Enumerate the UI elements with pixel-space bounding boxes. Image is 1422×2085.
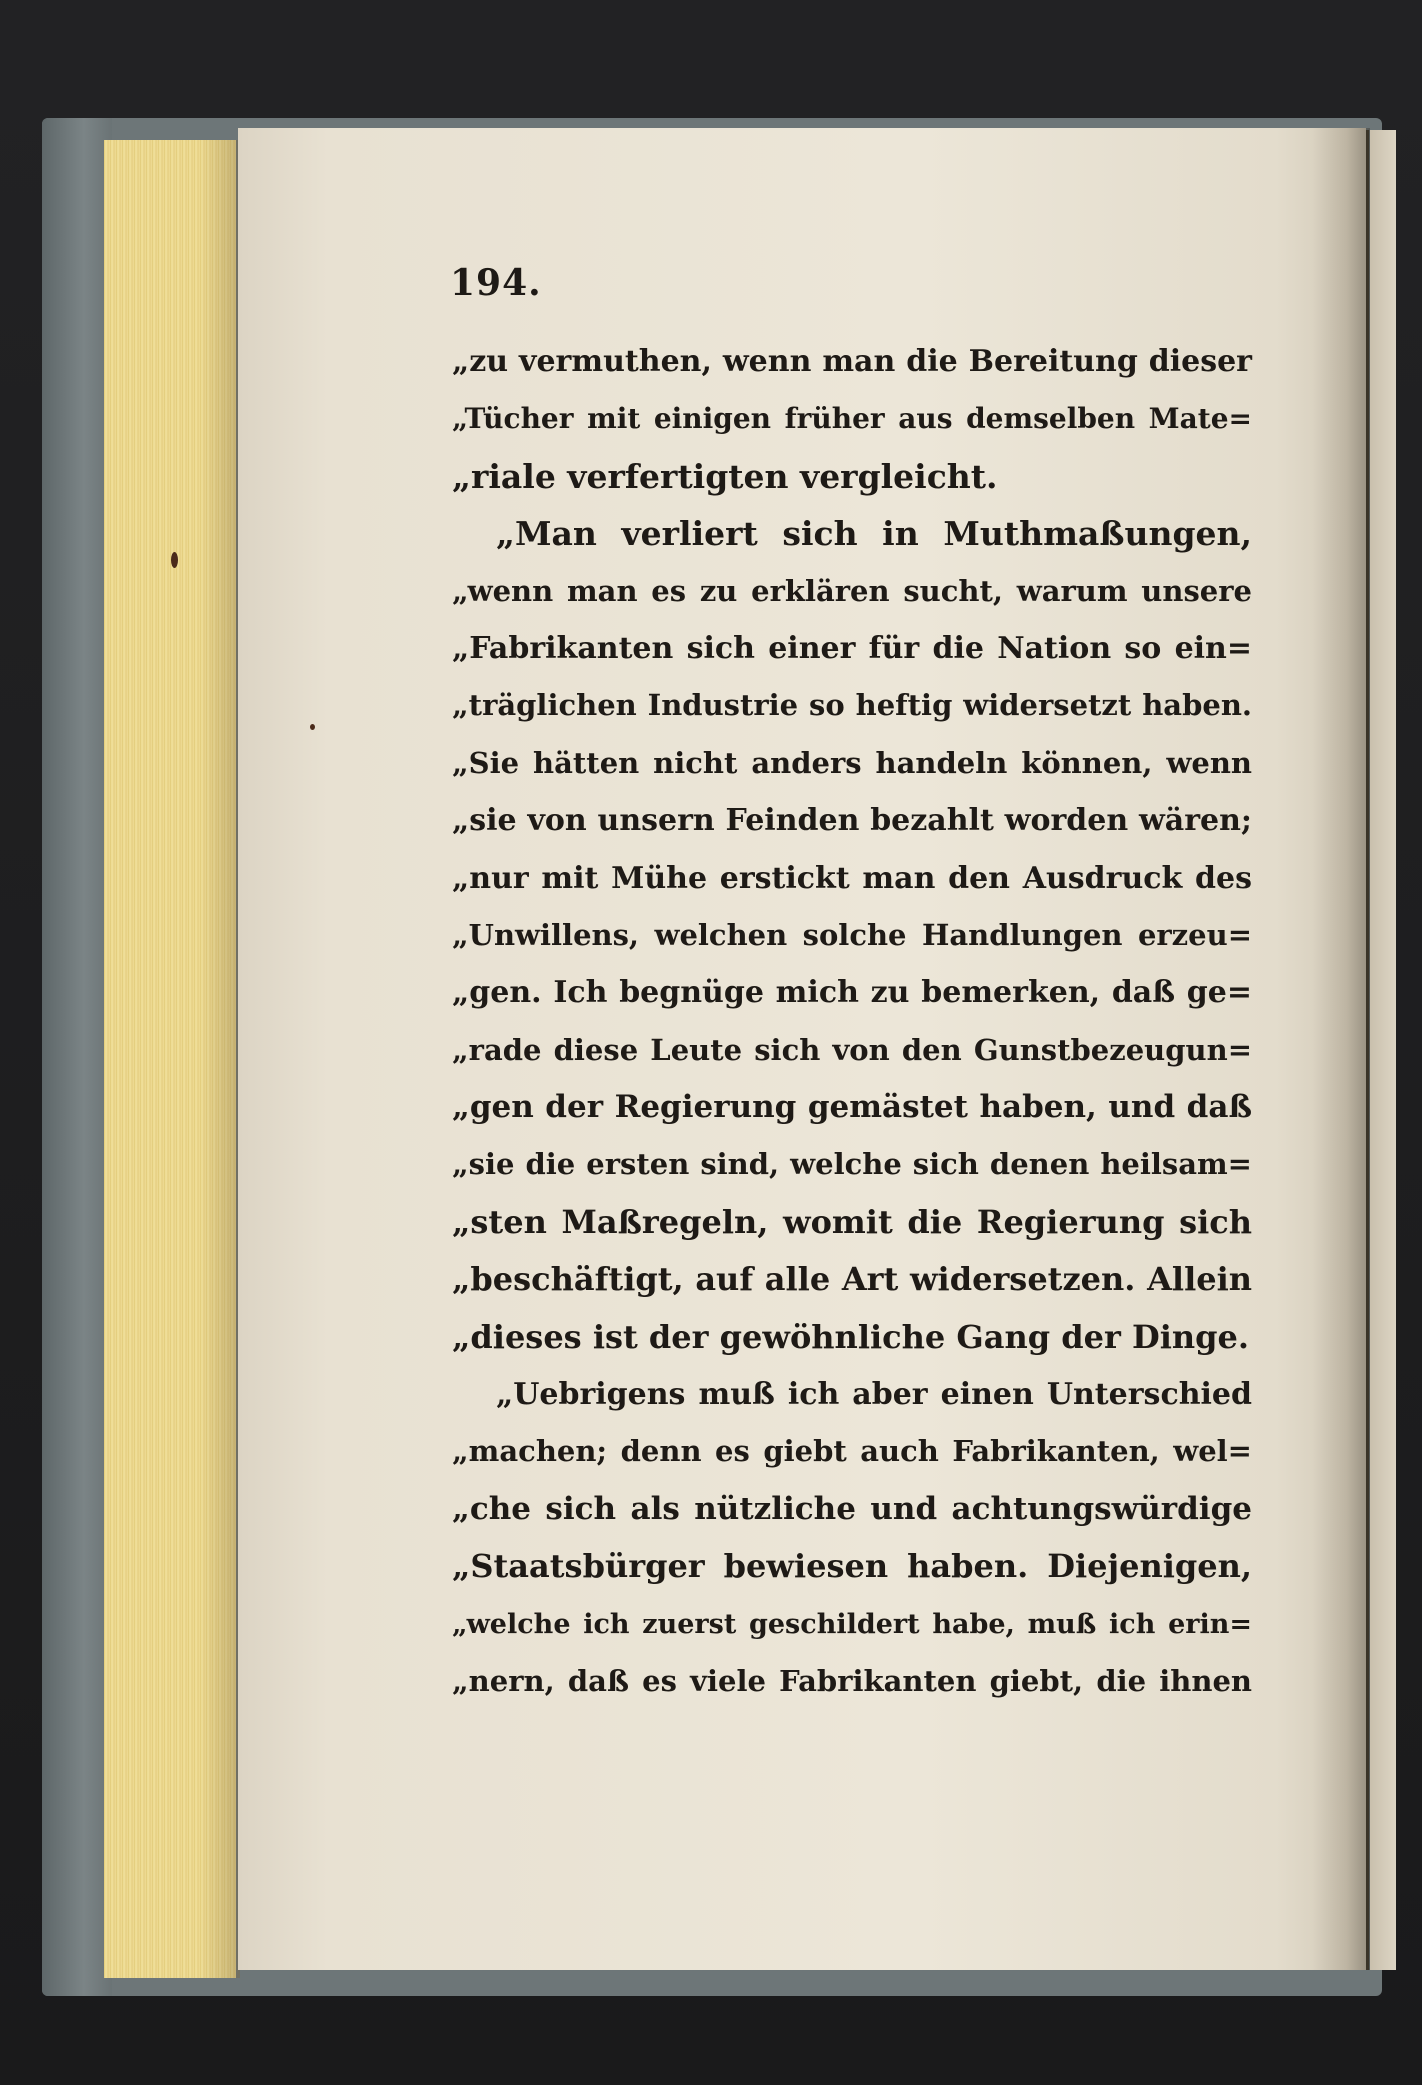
facing-page-edge — [1370, 130, 1396, 1970]
text-line: „dieses ist der gewöhnliche Gang der Dinge. — [452, 1317, 1249, 1356]
text-line: „sten Maßregeln, womit die Regierung sich — [452, 1202, 1252, 1241]
text-line: „beschäftigt, auf alle Art widersetzen. Allein — [452, 1260, 1252, 1299]
fore-edge-shadow — [200, 140, 240, 1978]
text-line: „riale verfertigten vergleicht. — [452, 456, 998, 496]
text-line: „gen der Regierung gemästet haben, und daß — [452, 1089, 1252, 1126]
text-line: „Fabrikanten sich einer für die Nation so ein= — [452, 630, 1252, 666]
text-line: „nur mit Mühe erstickt man den Ausdruck des — [452, 860, 1252, 896]
text-line: „zu vermuthen, wenn man die Bereitung dieser — [452, 344, 1252, 379]
page-gutter-shadow — [1312, 128, 1370, 1970]
page-text — [452, 333, 1252, 1710]
text-line: „sie die ersten sind, welche sich denen heilsam= — [452, 1147, 1252, 1182]
text-line: „Uebrigens muß ich aber einen Unterschied — [496, 1377, 1252, 1413]
text-line: „sie von unsern Feinden bezahlt worden wären; — [452, 803, 1252, 839]
binding-line — [1366, 130, 1369, 1970]
text-line: „Unwillens, welchen solche Handlungen erzeu= — [452, 917, 1252, 952]
text-line: „Staatsbürger bewiesen haben. Diejenigen, — [452, 1547, 1252, 1586]
text-line: „rade diese Leute sich von den Gunstbezeugun= — [452, 1032, 1252, 1067]
text-line: „machen; denn es giebt auch Fabrikanten, wel= — [452, 1434, 1252, 1469]
page-number: 194. — [450, 262, 542, 304]
text-line: „Man verliert sich in Muthmaßungen, — [496, 514, 1252, 554]
text-line: „Tücher mit einigen früher aus demselben Mate= — [452, 402, 1252, 436]
text-line: „gen. Ich begnüge mich zu bemerken, daß ge= — [452, 975, 1252, 1011]
text-line: „welche ich zuerst geschildert habe, muß ich erin= — [452, 1608, 1252, 1640]
text-line: „nern, daß es viele Fabrikanten giebt, die ihnen — [452, 1663, 1252, 1698]
text-line: „träglichen Industrie so heftig widersetzt haben. — [452, 688, 1252, 723]
text-line: „wenn man es zu erklären sucht, warum unsere — [452, 573, 1252, 608]
ink-stain — [171, 552, 178, 568]
text-line: „Sie hätten nicht anders handeln können, wenn — [452, 745, 1252, 780]
ink-stain — [310, 724, 315, 730]
book-cover-edge — [42, 118, 112, 1996]
text-line: „che sich als nützliche und achtungswürdige — [452, 1490, 1252, 1527]
